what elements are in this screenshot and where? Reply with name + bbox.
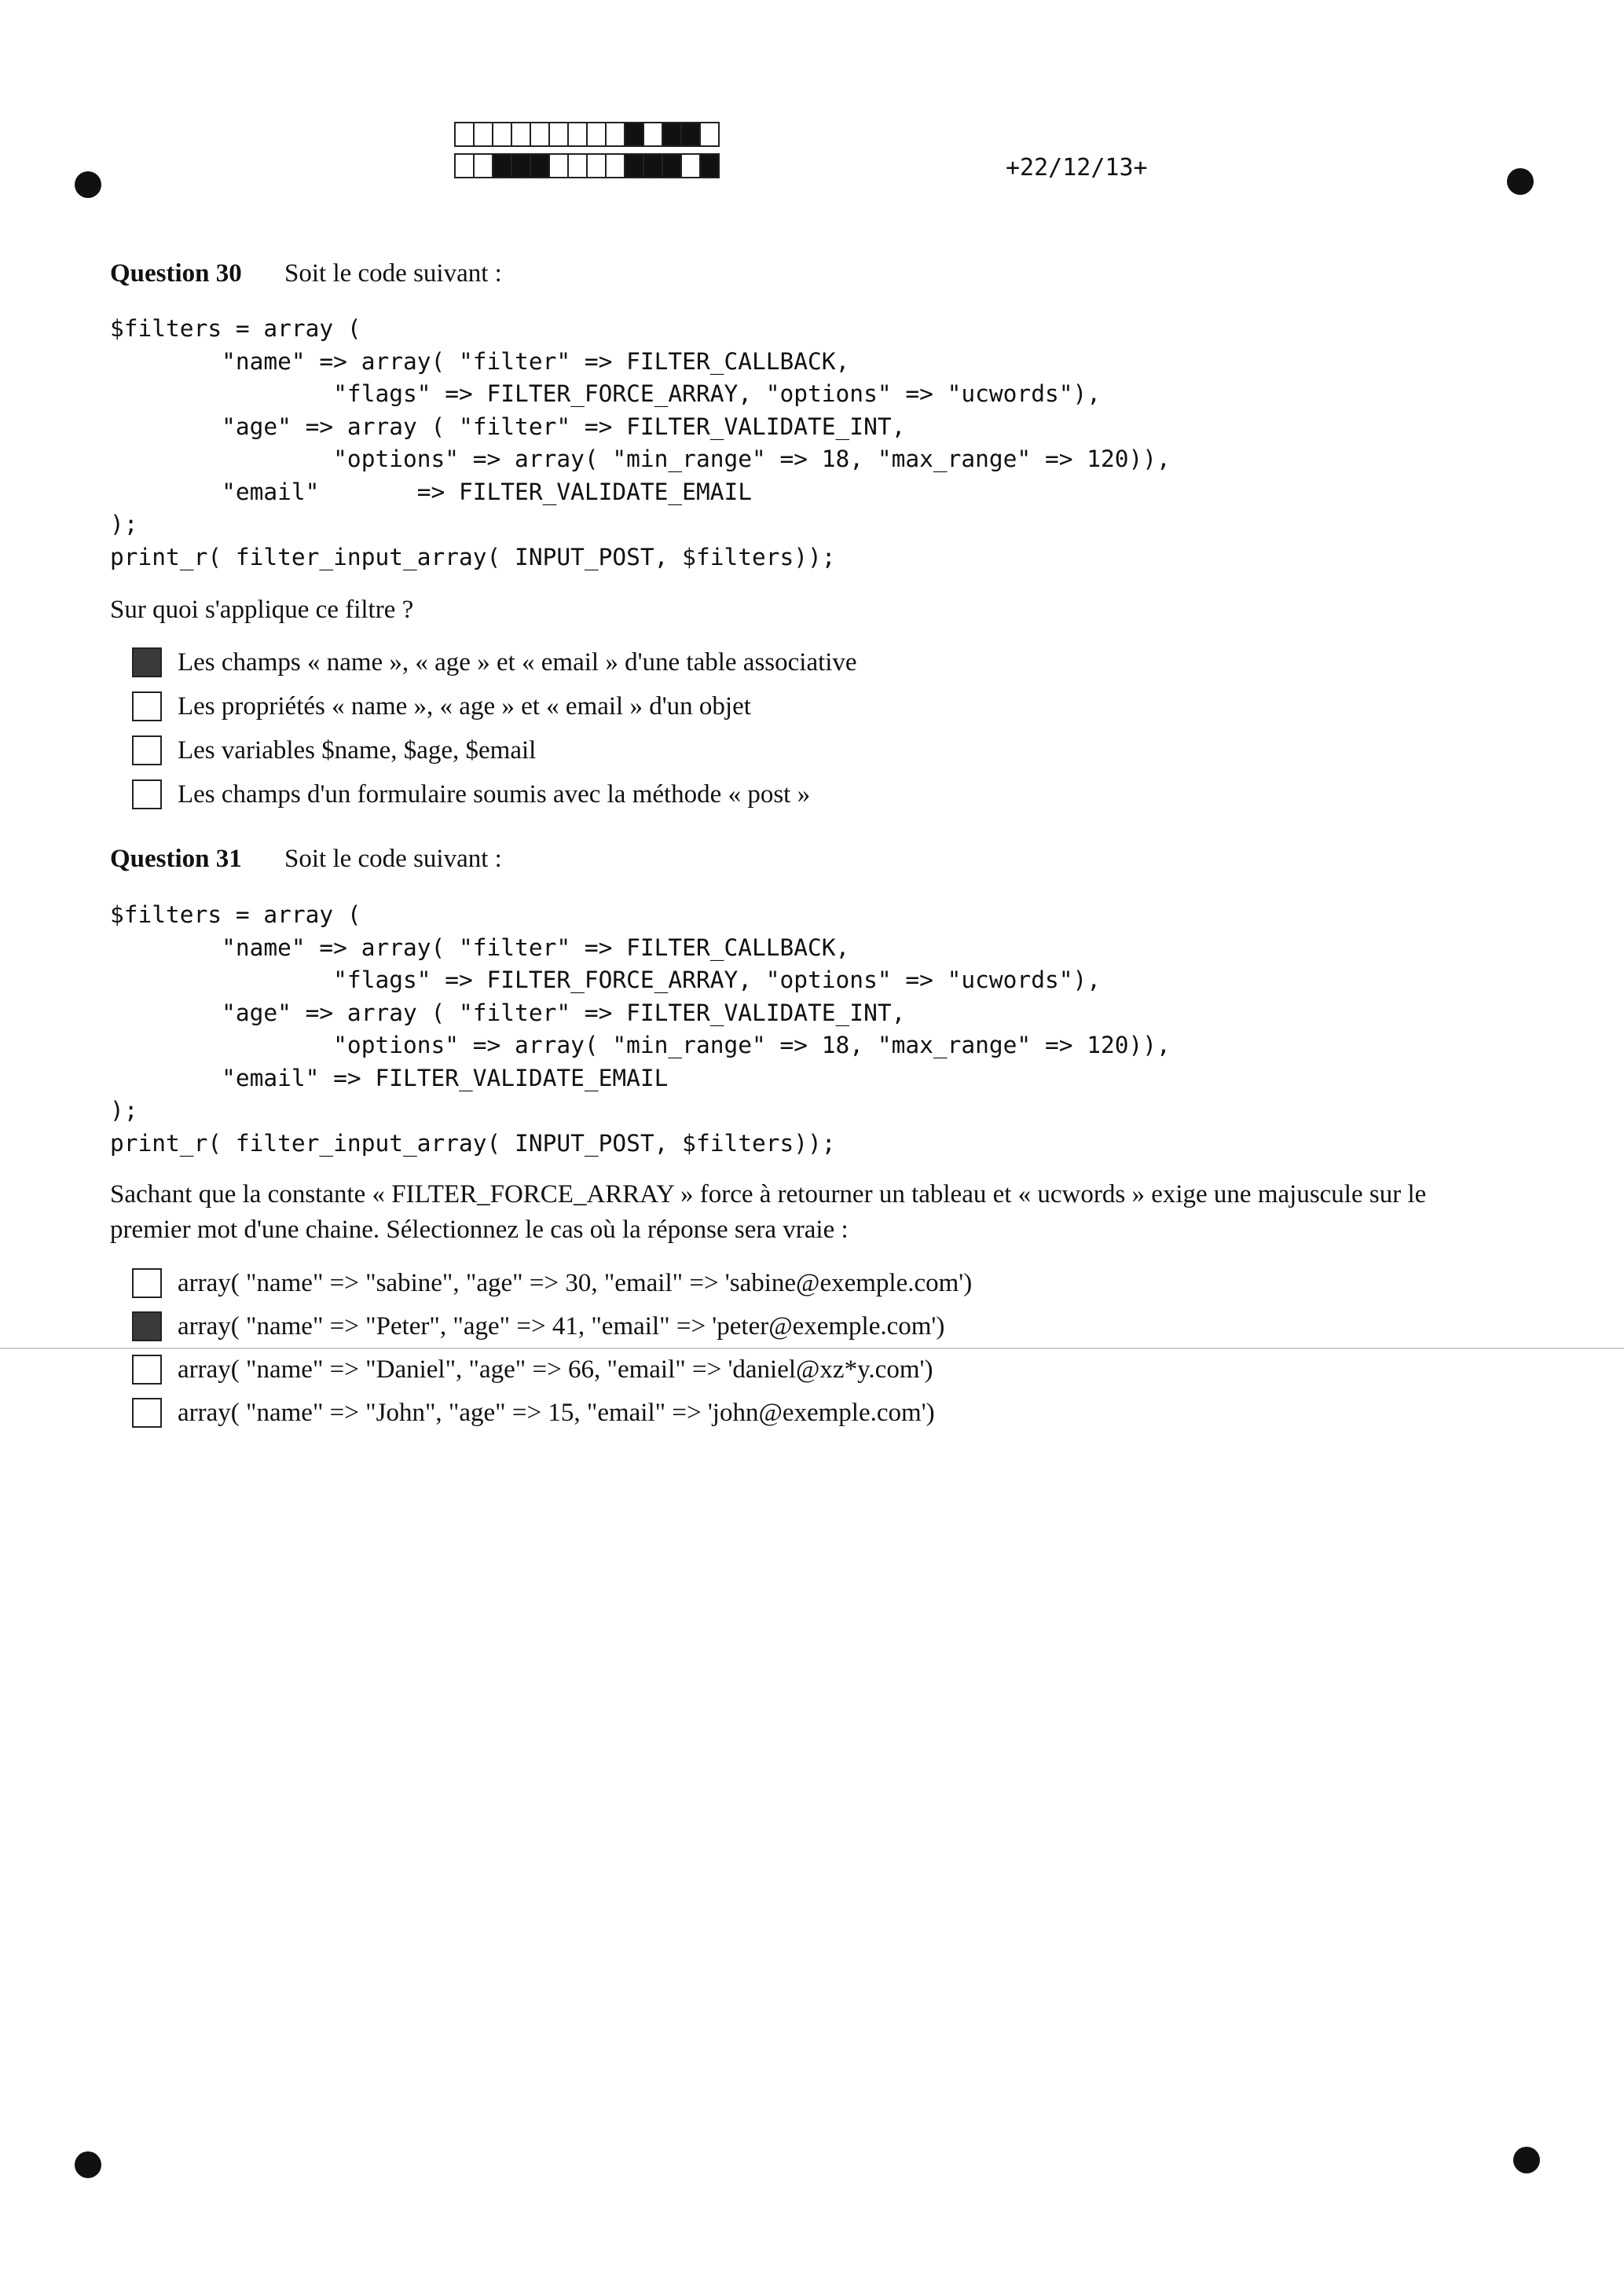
barcode-cell xyxy=(662,153,682,178)
answer-text: array( "name" => "sabine", "age" => 30, "email" => 'sabine@exemple.com') xyxy=(178,1268,973,1297)
registration-mark-bottom-left xyxy=(75,2151,101,2178)
barcode-cell xyxy=(699,122,720,147)
barcode-cell xyxy=(530,153,550,178)
registration-mark-top-right xyxy=(1507,168,1534,195)
answer-option[interactable] xyxy=(132,1398,935,1428)
barcode-cell xyxy=(530,122,550,147)
answer-option[interactable] xyxy=(132,691,751,721)
barcode-cell xyxy=(567,122,588,147)
question-intro: Soit le code suivant : xyxy=(284,259,502,288)
question-prompt: Sur quoi s'applique ce filtre ? xyxy=(110,596,414,624)
barcode-cell xyxy=(548,122,569,147)
answer-option[interactable] xyxy=(132,647,857,677)
answer-text: Les champs d'un formulaire soumis avec la méthode « post » xyxy=(178,779,811,809)
barcode-cell xyxy=(454,153,475,178)
barcode-cell xyxy=(473,122,493,147)
barcode-cell xyxy=(624,153,644,178)
barcode-cell xyxy=(548,153,569,178)
answer-checkbox[interactable] xyxy=(132,1268,162,1298)
answer-checkbox[interactable] xyxy=(132,1398,162,1428)
barcode-cell xyxy=(454,122,475,147)
answer-text: array( "name" => "Daniel", "age" => 66, "email" => 'daniel@xz*y.com') xyxy=(178,1355,933,1384)
answer-checkbox[interactable] xyxy=(132,1355,162,1385)
barcode-cell xyxy=(605,122,625,147)
question-intro: Soit le code suivant : xyxy=(284,845,502,873)
barcode-cell xyxy=(662,122,682,147)
barcode-cell xyxy=(680,122,701,147)
answer-text: array( "name" => "John", "age" => 15, "email" => 'john@exemple.com') xyxy=(178,1398,935,1427)
scan-line xyxy=(0,1348,1624,1349)
answer-checkbox[interactable] xyxy=(132,691,162,721)
answer-option[interactable] xyxy=(132,779,810,809)
barcode-cell xyxy=(643,122,663,147)
answer-checkbox[interactable] xyxy=(132,647,162,677)
barcode-cell xyxy=(680,153,701,178)
registration-mark-bottom-right xyxy=(1513,2147,1540,2173)
answer-option[interactable] xyxy=(132,1355,933,1385)
barcode-cell xyxy=(492,122,512,147)
answer-text: Les champs « name », « age » et « email » d'une table associative xyxy=(178,647,857,677)
barcode-cell xyxy=(586,153,607,178)
barcode-row xyxy=(454,153,718,180)
barcode-cell xyxy=(473,153,493,178)
page-barcode xyxy=(454,122,764,183)
barcode-cell xyxy=(511,122,531,147)
barcode-cell xyxy=(567,153,588,178)
answer-checkbox[interactable] xyxy=(132,735,162,765)
answer-option[interactable] xyxy=(132,1268,972,1298)
barcode-cell xyxy=(699,153,720,178)
answer-text: Les variables $name, $age, $email xyxy=(178,735,537,765)
answer-option[interactable] xyxy=(132,1311,944,1341)
question-number: Question 31 xyxy=(110,845,242,873)
answer-checkbox[interactable] xyxy=(132,1311,162,1341)
answer-text: Les propriétés « name », « age » et « email » d'un objet xyxy=(178,691,751,721)
answer-option[interactable] xyxy=(132,735,536,765)
barcode-cell xyxy=(492,153,512,178)
answer-text: array( "name" => "Peter", "age" => 41, "email" => 'peter@exemple.com') xyxy=(178,1311,945,1341)
barcode-cell xyxy=(605,153,625,178)
code-block: $filters = array ( "name" => array( "filter" => FILTER_CALLBACK, "flags" => FILTER_FORCE_ARRAY, "options" => "ucwords"), "age" => array ( "filter" => FILTER_VALIDATE_INT, "options" => array( "min_range" => 18, "max_range" => 120)), "email" => FILTER_VALIDATE_EMAIL ); print_r( filter_input_array( INPUT_POST, $filters)); xyxy=(110,901,1171,1157)
barcode-cell xyxy=(624,122,644,147)
barcode-cell xyxy=(511,153,531,178)
question-number: Question 30 xyxy=(110,259,242,288)
code-block: $filters = array ( "name" => array( "filter" => FILTER_CALLBACK, "flags" => FILTER_FORCE_ARRAY, "options" => "ucwords"), "age" => array ( "filter" => FILTER_VALIDATE_INT, "options" => array( "min_range" => 18, "max_range" => 120)), "email" => FILTER_VALIDATE_EMAIL ); print_r( filter_input_array( INPUT_POST, $filters)); xyxy=(110,315,1171,570)
barcode-row xyxy=(454,122,718,149)
question-30-header xyxy=(110,259,502,288)
registration-mark-top-left xyxy=(75,171,101,198)
question-prompt: Sachant que la constante « FILTER_FORCE_ARRAY » force à retourner un tableau et « ucwords » exige une majuscule sur le premier mot d'une chaine. Sélectionnez le cas où la réponse sera vraie : xyxy=(110,1180,1427,1244)
barcode-cell xyxy=(586,122,607,147)
page-id: +22/12/13+ xyxy=(1006,154,1148,182)
barcode-cell xyxy=(643,153,663,178)
answer-checkbox[interactable] xyxy=(132,779,162,809)
question-31-header xyxy=(110,845,502,874)
